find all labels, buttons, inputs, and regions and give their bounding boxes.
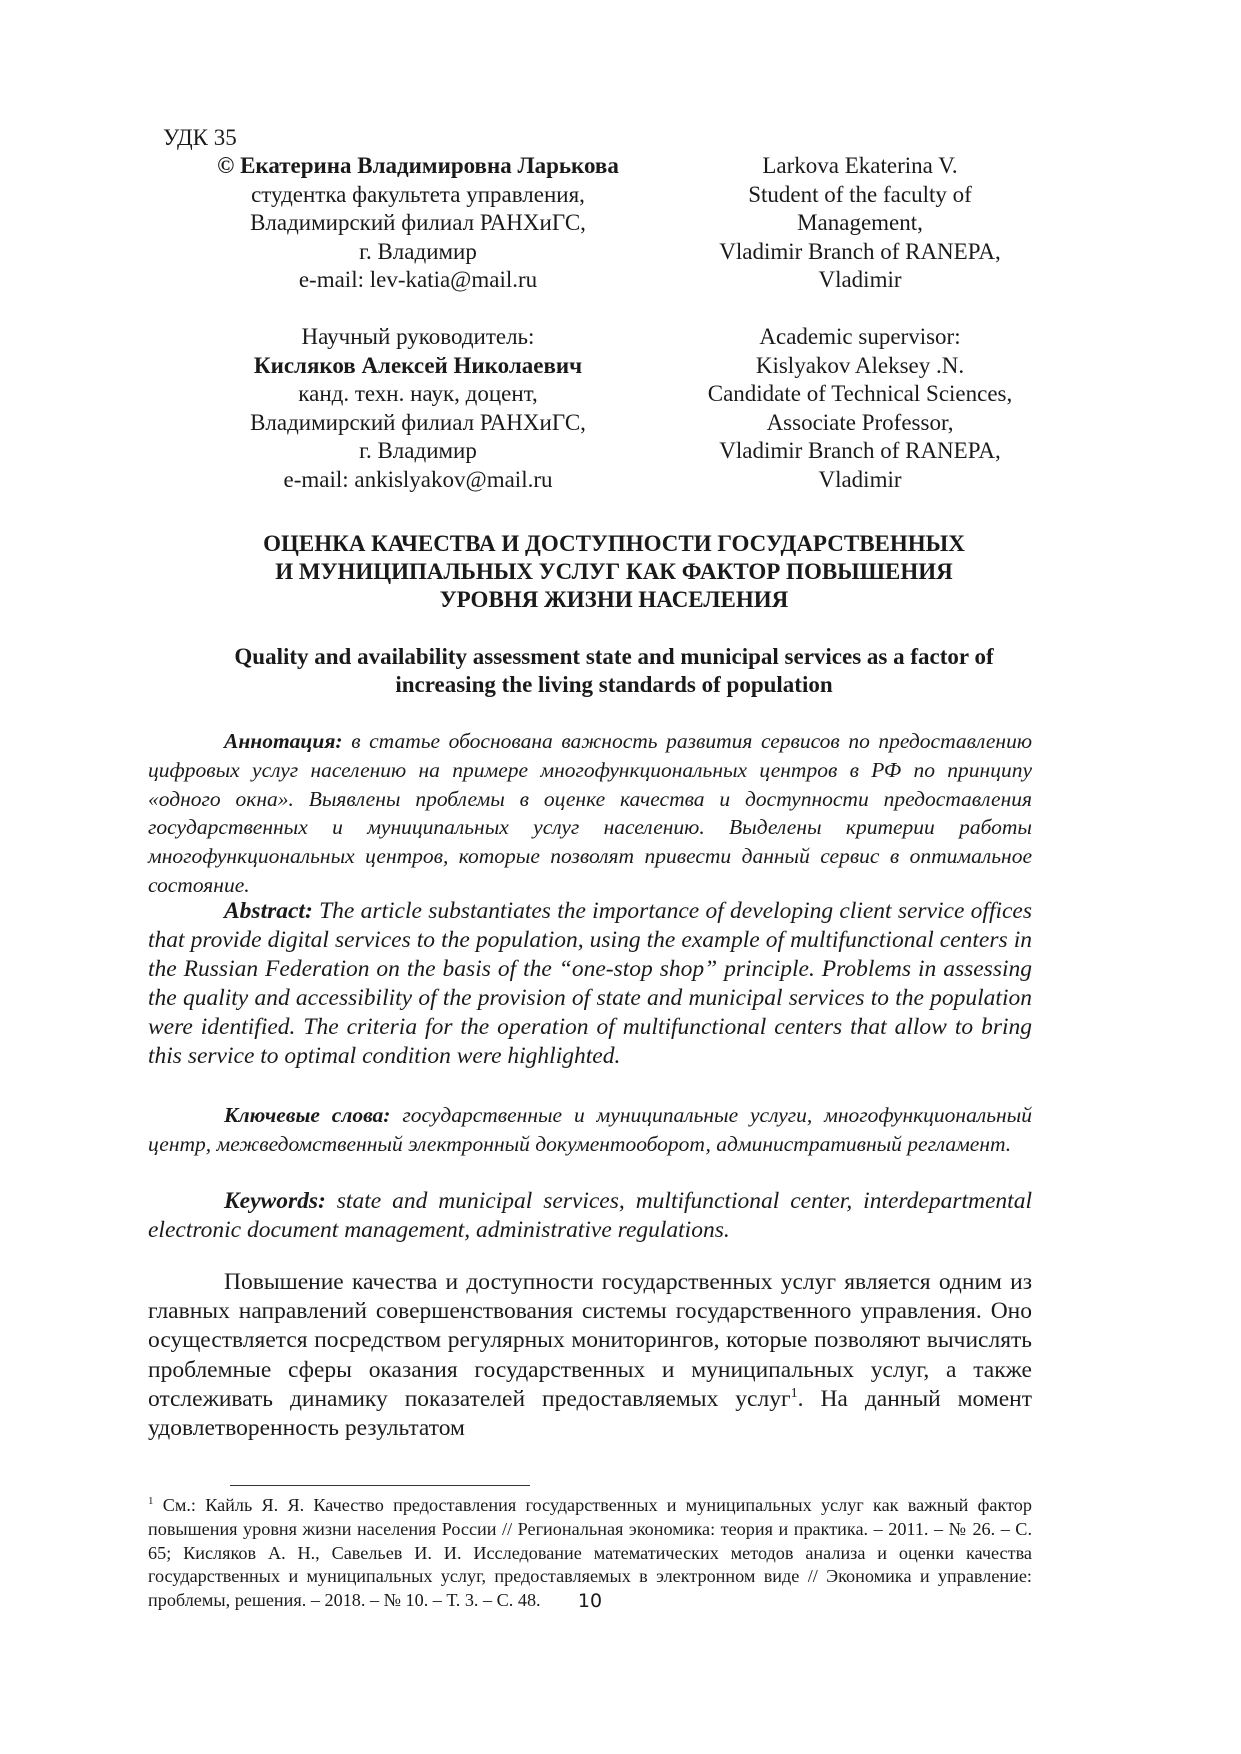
article-title-ru: [148, 530, 1080, 614]
keywords-en: [148, 1187, 1032, 1245]
article-title-en: [148, 643, 1080, 699]
author-email-ru: e-mail: lev-katia@mail.ru: [298, 267, 538, 292]
author-affiliation-line: Владимирский филиал РАНХиГС,: [250, 210, 586, 235]
body-text-part: Повышение качества и доступности государственных услуг является одним из главных направлений совершенствования системы государственного управления. Оно осуществляется посредством регулярных мониторингов, которые позволяют вычислять проблемные сферы оказания государственных и муниципальных услуг, а также отслеживать динамику показателей предоставляемых услуг: [148, 1269, 1032, 1412]
footnote-reference[interactable]: 1: [790, 1384, 798, 1401]
author-affiliation-line: Student of the faculty of: [748, 181, 972, 207]
author-affiliation-line: Management,: [797, 210, 923, 235]
author-affiliation-line: Vladimir: [818, 267, 902, 292]
abstract-ru: [148, 727, 1032, 900]
author-name-en: Larkova Ekaterina V.: [762, 153, 958, 178]
title-line: Quality and availability assessment state and municipal services as a factor of: [234, 644, 994, 669]
abstract-en: [148, 897, 1032, 1071]
title-line: ОЦЕНКА КАЧЕСТВА И ДОСТУПНОСТИ ГОСУДАРСТВЕННЫХ: [263, 531, 965, 556]
supervisor-affiliation-line: Владимирский филиал РАНХиГС,: [250, 409, 586, 435]
supervisor-info-ru: [148, 323, 688, 494]
supervisor-affiliation-line: Candidate of Technical Sciences,: [707, 381, 1013, 406]
supervisor-affiliation-line: Vladimir: [818, 466, 902, 492]
abstract-label-ru: Аннотация:: [224, 729, 343, 753]
supervisor-label-ru: Научный руководитель:: [301, 324, 535, 349]
footnote-text: См.: Кайль Я. Я. Качество предоставления государственных и муниципальных услуг как важный фактор повышения уровня жизни населения России // Региональная экономика: теория и практика. – 2011. – № 26. – С. 65; Кисляков А. Н., Савельев И. И. Исследование математических методов анализа и оценки качества государственных и муниципальных услуг, предоставляемых в электронном виде // Экономика и управление: проблемы, решения. – 2018. – № 10. – Т. 3. – С. 48.: [148, 1495, 1032, 1611]
title-line: УРОВНЯ ЖИЗНИ НАСЕЛЕНИЯ: [439, 587, 789, 612]
supervisor-info-en: [640, 323, 1080, 494]
supervisor-affiliation-line: канд. техн. наук, доцент,: [298, 381, 538, 406]
title-line: increasing the living standards of population: [395, 672, 833, 697]
supervisor-affiliation-line: г. Владимир: [359, 438, 477, 463]
supervisor-affiliation-line: Vladimir Branch of RANEPA,: [719, 438, 1001, 463]
supervisor-name-en: Kislyakov Aleksey .N.: [755, 352, 965, 378]
keywords-label-en: Keywords:: [224, 1188, 326, 1214]
supervisor-name-ru: Кисляков Алексей Николаевич: [253, 352, 583, 378]
footnote-separator: [230, 1485, 530, 1486]
author-info-ru: [148, 152, 688, 295]
title-line: И МУНИЦИПАЛЬНЫХ УСЛУГ КАК ФАКТОР ПОВЫШЕНИЯ: [275, 559, 953, 584]
keywords-text-en: state and municipal services, multifunctional center, interdepartmental electronic document management, administrative regulations.: [148, 1188, 1032, 1243]
supervisor-affiliation-line: Associate Professor,: [766, 409, 954, 435]
page-number: 10: [577, 1590, 603, 1612]
author-name-ru: © Екатерина Владимировна Ларькова: [217, 153, 619, 178]
supervisor-email-ru: e-mail: ankislyakov@mail.ru: [283, 466, 553, 492]
keywords-label-ru: Ключевые слова:: [224, 1103, 391, 1127]
footnote-number: 1: [148, 1494, 154, 1507]
supervisor-label-en: Academic supervisor:: [759, 324, 961, 349]
author-affiliation-line: студентка факультета управления,: [251, 181, 585, 207]
abstract-text-en: The article substantiates the importance of developing client service offices that provide digital services to the population, using the example of multifunctional centers in the Russian Federation on the basis of the “one-stop shop” principle. Problems in assessing the quality and accessibility of the provision of state and municipal services to the population were identified. The criteria for the operation of multifunctional centers that allow to bring this service to optimal condition were highlighted.: [148, 898, 1033, 1069]
abstract-text-ru: в статье обоснована важность развития сервисов по предоставлению цифровых услуг населению на примере многофункциональных центров в РФ по принципу «одного окна». Выявлены проблемы в оценке качества и доступности предоставления государственных и муниципальных услуг населению. Выделены критерии работы многофункциональных центров, которые позволят привести данный сервис в оптимальное состояние.: [148, 729, 1032, 897]
abstract-label-en: Abstract:: [224, 898, 313, 924]
keywords-ru: [148, 1101, 1032, 1159]
body-text-part: . На данный момент удовлетворенность результатом: [148, 1385, 1032, 1442]
keywords-text-ru: государственные и муниципальные услуги, многофункциональный центр, межведомственный электронный документооборот, административный регламент.: [148, 1103, 1032, 1156]
udk-code: УДК 35: [163, 125, 237, 150]
author-affiliation-line: г. Владимир: [359, 238, 477, 264]
body-paragraph: [148, 1268, 1032, 1443]
author-affiliation-line: Vladimir Branch of RANEPA,: [719, 238, 1001, 264]
author-info-en: [640, 152, 1080, 295]
